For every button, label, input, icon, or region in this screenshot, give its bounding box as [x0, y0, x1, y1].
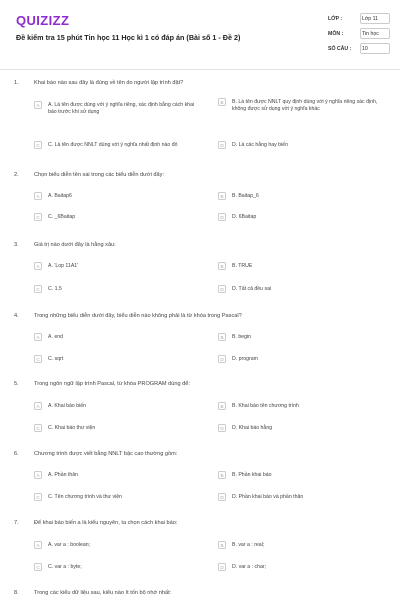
option-text: B. Baitap_6 — [232, 193, 259, 199]
option-text: A. Baitap6 — [48, 193, 72, 199]
option-text: A. end — [48, 334, 63, 340]
option-letter-box: A — [34, 541, 42, 549]
option-text: B. Là tên được NNLT quy định dùng với ý nghĩa riêng xác định, không được sử dụng với ý nghĩa khác — [232, 99, 378, 113]
option-text: C. Là tên được NNLT dùng với ý nghĩa nhất định nào đó — [48, 142, 178, 148]
option-letter-box: B — [218, 192, 226, 200]
meta-class-label: LỚP : — [328, 16, 343, 22]
option-text: A. 'Lop 11A1' — [48, 263, 79, 269]
option-text: A. Khai báo biến — [48, 403, 87, 409]
option-text: D. Phần khai báo và phần thân — [232, 494, 304, 500]
option-text: C. Khai báo thư viện — [48, 425, 96, 431]
option-letter-box: C — [34, 141, 42, 149]
option-letter-box: D — [218, 285, 226, 293]
header-divider — [0, 69, 400, 70]
option-letter-box: B — [218, 333, 226, 341]
option-letter-box: D — [218, 493, 226, 501]
option-letter-box: D — [218, 141, 226, 149]
meta-question-count — [326, 43, 392, 55]
question-text: Khai báo nào sau đây là đúng về tên do người lập trình đặt? — [34, 80, 184, 86]
question-number: 4. — [14, 313, 19, 319]
question-number: 7. — [14, 520, 19, 526]
option-text: A. Phần thân — [48, 472, 78, 478]
question-number: 6. — [14, 451, 19, 457]
option-letter-box: A — [34, 471, 42, 479]
option-text: D. Là các hằng hay biến — [232, 142, 288, 148]
option-text: B. var a : real; — [232, 542, 265, 548]
option-letter-box: B — [218, 262, 226, 270]
option-letter-box: C — [34, 213, 42, 221]
option-letter-box: C — [34, 493, 42, 501]
option-letter-box: C — [34, 563, 42, 571]
meta-count-label: SỐ CÂU : — [328, 46, 352, 52]
question-number: 5. — [14, 381, 19, 387]
question-text: Trong ngôn ngữ lập trình Pascal, từ khóa PROGRAM dùng để: — [34, 381, 190, 387]
option-text: C. sqrt — [48, 356, 64, 362]
meta-subject — [326, 28, 392, 40]
option-text: C. _6Baitap — [48, 214, 76, 220]
question-text: Chọn biểu diễn tên sai trong các biểu diễn dưới đây: — [34, 172, 164, 178]
question-text: Để khai báo biến a là kiểu nguyên, ta chọn cách khai báo: — [34, 520, 178, 526]
option-letter-box: B — [218, 402, 226, 410]
option-text: D. program — [232, 356, 258, 362]
question-number: 8. — [14, 590, 19, 596]
option-text: C. Tên chương trình và thư viện — [48, 494, 122, 500]
option-text: A. var a : boolean; — [48, 542, 91, 548]
option-text: B. TRUE — [232, 263, 253, 269]
option-text: C. var a : byte; — [48, 564, 82, 570]
question-text: Giá trị nào dưới đây là hằng xâu: — [34, 242, 116, 248]
option-text: A. Là tên được dùng với ý nghĩa riêng, xác định bằng cách khai báo trước khi sử dụng — [48, 102, 195, 116]
meta-subject-label: MÔN : — [328, 31, 344, 37]
question-text: Trong những biểu diễn dưới đây, biểu diễn nào không phải là từ khóa trong Pascal? — [34, 313, 242, 319]
worksheet-title: Đề kiểm tra 15 phút Tin học 11 Học kì 1 có đáp án (Bài số 1 - Đề 2) — [16, 33, 241, 42]
option-letter-box: D — [218, 563, 226, 571]
option-letter-box: C — [34, 355, 42, 363]
meta-subject-value: Tin học — [362, 31, 379, 37]
question-number: 2. — [14, 172, 19, 178]
option-letter-box: D — [218, 213, 226, 221]
option-letter-box: B — [218, 541, 226, 549]
option-text: D. var a : char; — [232, 564, 267, 570]
question-text: Chương trình được viết bằng NNLT bậc cao thường gồm: — [34, 451, 178, 457]
option-text: B. Khai báo tên chương trình — [232, 403, 299, 409]
option-text: B. Phần khai báo — [232, 472, 272, 478]
question-number: 1. — [14, 80, 19, 86]
quizizz-logo: QUIZIZZ — [16, 13, 70, 28]
meta-class-value: Lớp 11 — [362, 16, 378, 22]
option-letter-box: A — [34, 402, 42, 410]
option-letter-box: B — [218, 471, 226, 479]
question-number: 3. — [14, 242, 19, 248]
option-text: D. Tất cả đều sai — [232, 286, 272, 292]
worksheet-header — [0, 0, 400, 70]
option-text: D. 6Baitap — [232, 214, 257, 220]
option-letter-box: A — [34, 262, 42, 270]
option-letter-box: C — [34, 285, 42, 293]
option-letter-box: D — [218, 355, 226, 363]
option-letter-box: A — [34, 101, 42, 109]
meta-class — [326, 13, 392, 25]
meta-count-value: 10 — [362, 46, 368, 52]
option-letter-box: A — [34, 333, 42, 341]
option-text: B. begin — [232, 334, 252, 340]
option-letter-box: D — [218, 424, 226, 432]
option-letter-box: A — [34, 192, 42, 200]
option-text: D. Khai báo hằng — [232, 425, 273, 431]
question-text: Trong các kiểu dữ liệu sau, kiểu nào ít tốn bộ nhớ nhất: — [34, 590, 172, 596]
option-letter-box: C — [34, 424, 42, 432]
option-text: C. 1.5 — [48, 286, 62, 292]
option-letter-box: B — [218, 98, 226, 106]
